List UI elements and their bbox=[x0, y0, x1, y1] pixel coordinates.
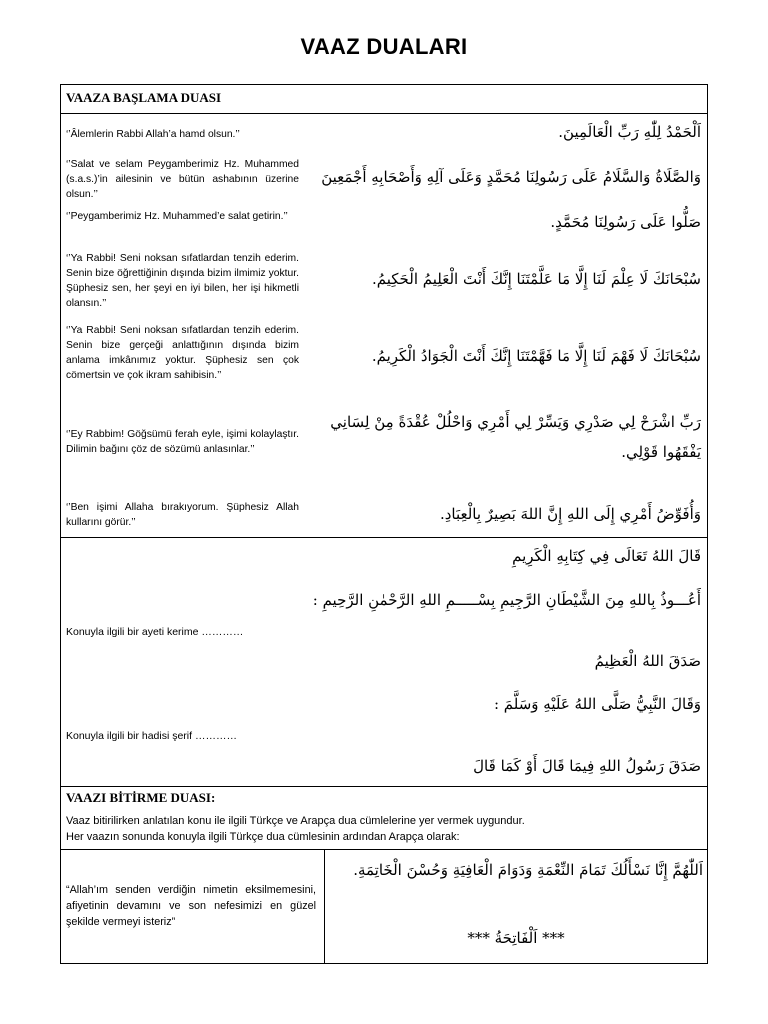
middle-ar-3: صَدَقَ اللهُ الْعَظِيمُ bbox=[594, 652, 701, 670]
opening-heading: VAAZA BAŞLAMA DUASI bbox=[66, 90, 222, 105]
column-divider bbox=[324, 849, 325, 964]
closing-final-ar: اَللّٰهُمَّ إِنَّا نَسْأَلُكَ تَمَامَ النِّعْمَةِ وَدَوَامَ الْعَافِيَةِ وَحُسْنَ الْخَاتِمَةِ. bbox=[353, 861, 703, 879]
closing-heading: VAAZI BİTİRME DUASI: bbox=[66, 790, 216, 805]
opening-ar-4: سُبْحَانَكَ لَا عِلْمَ لَنَا إِلَّا مَا عَلَّمْتَنَا إِنَّكَ أَنْتَ الْعَلِيمُ الْحَكِيمُ. bbox=[372, 270, 701, 288]
closing-text-2: Her vaazın sonunda konuyla ilgili Türkçe dua cümlesinin ardından Arapça olarak: bbox=[66, 831, 460, 843]
opening-ar-3: صَلُّوا عَلَى رَسُولِنَا مُحَمَّدٍ. bbox=[550, 213, 701, 231]
divider bbox=[61, 849, 707, 850]
hadis-note: Konuyla ilgili bir hadisi şerif ………… bbox=[66, 730, 237, 742]
middle-ar-2: أَعُـــوذُ بِاللهِ مِنَ الشَّيْطَانِ الرَّجِيمِ بِسْـــــمِ اللهِ الرَّحْمٰنِ الرَّحِيمِ : bbox=[312, 591, 701, 609]
opening-tr-1: ‘’Âlemlerin Rabbi Allah’a hamd olsun.’’ bbox=[66, 129, 240, 140]
divider bbox=[61, 113, 707, 114]
middle-ar-4: وَقَالَ النَّبِيُّ صَلَّى اللهُ عَلَيْهِ وَسَلَّمَ : bbox=[493, 695, 701, 713]
opening-ar-1: اَلْحَمْدُ لِلّٰهِ رَبِّ الْعَالَمِينَ. bbox=[558, 123, 701, 141]
closing-final-tr: “Allah’ım senden verdiğin nimetin eksilmemesini, afiyetinin devamını ve son nefesimizi en güzel şekilde vermeyi isteriz” bbox=[66, 884, 316, 928]
closing-text-1: Vaaz bitirilirken anlatılan konu ile ilgili Türkçe ve Arapça dua cümlelerine yer vermek uygundur. bbox=[66, 815, 525, 827]
opening-tr-3: ‘’Peygamberimiz Hz. Muhammed’e salat getirin.’’ bbox=[66, 211, 288, 222]
opening-ar-5: سُبْحَانَكَ لَا فَهْمَ لَنَا إِلَّا مَا فَهَّمْتَنَا إِنَّكَ أَنْتَ الْجَوَادُ الْكَرِيمُ. bbox=[371, 347, 701, 365]
divider bbox=[61, 786, 707, 787]
opening-tr-7: ‘’Ben işimi Allaha bırakıyorum. Şüphesiz Allah kullarını görür.’’ bbox=[66, 502, 299, 528]
divider bbox=[61, 537, 707, 538]
opening-ar-7: وَأُفَوِّضُ أَمْرِي إِلَى اللهِ إِنَّ اللهَ بَصِيرٌ بِالْعِبَادِ. bbox=[439, 505, 701, 523]
opening-tr-5: ‘’Ya Rabbi! Seni noksan sıfatlardan tenzih ederim. Senin bize gerçeği anlattığının dışında bizim anlama imkânımız yoktur. Şüphesiz sen çok cömertsin ve çok ikram sahibisin.’’ bbox=[66, 325, 299, 381]
page-title: VAAZ DUALARI bbox=[300, 34, 468, 59]
fatiha-line: *** اَلْفَاتِحَةُ *** bbox=[467, 929, 565, 947]
middle-ar-1: قَالَ اللهُ تَعَالَى فِي كِتَابِهِ الْكَرِيمِ bbox=[512, 547, 701, 565]
middle-ar-5: صَدَقَ رَسُولُ اللهِ فِيمَا قَالَ أَوْ كَمَا قَالَ bbox=[473, 757, 701, 775]
dua-table bbox=[60, 84, 708, 964]
opening-ar-6: رَبِّ اشْرَحْ لِي صَدْرِي وَيَسِّرْ لِي أَمْرِي وَاحْلُلْ عُقْدَةً مِنْ لِسَانِي يَفْقَهُوا قَوْلِي. bbox=[330, 413, 701, 461]
opening-tr-6: ‘’Ey Rabbim! Göğsümü ferah eyle, işimi kolaylaştır. Dilimin bağını çöz de sözümü anlasınlar.’’ bbox=[66, 429, 299, 455]
opening-tr-4: ‘’Ya Rabbi! Seni noksan sıfatlardan tenzih ederim. Senin bize öğrettiğinin dışında bizim ilmimiz yoktur. Şüphesiz sen, her şeyi en iyi bilen, her işi hikmetli olansın.’’ bbox=[66, 253, 299, 309]
opening-ar-2: وَالصَّلَاةُ وَالسَّلَامُ عَلَى رَسُولِنَا مُحَمَّدٍ وَعَلَى آلِهِ وَأَصْحَابِهِ أَجْمَعِينَ bbox=[321, 168, 701, 186]
opening-tr-2: ‘’Salat ve selam Peygamberimiz Hz. Muhammed (s.a.s.)’in ailesinin ve bütün ashabının üzerine olsun.’’ bbox=[66, 159, 299, 200]
ayet-note: Konuyla ilgili bir ayeti kerime ………… bbox=[66, 626, 244, 638]
